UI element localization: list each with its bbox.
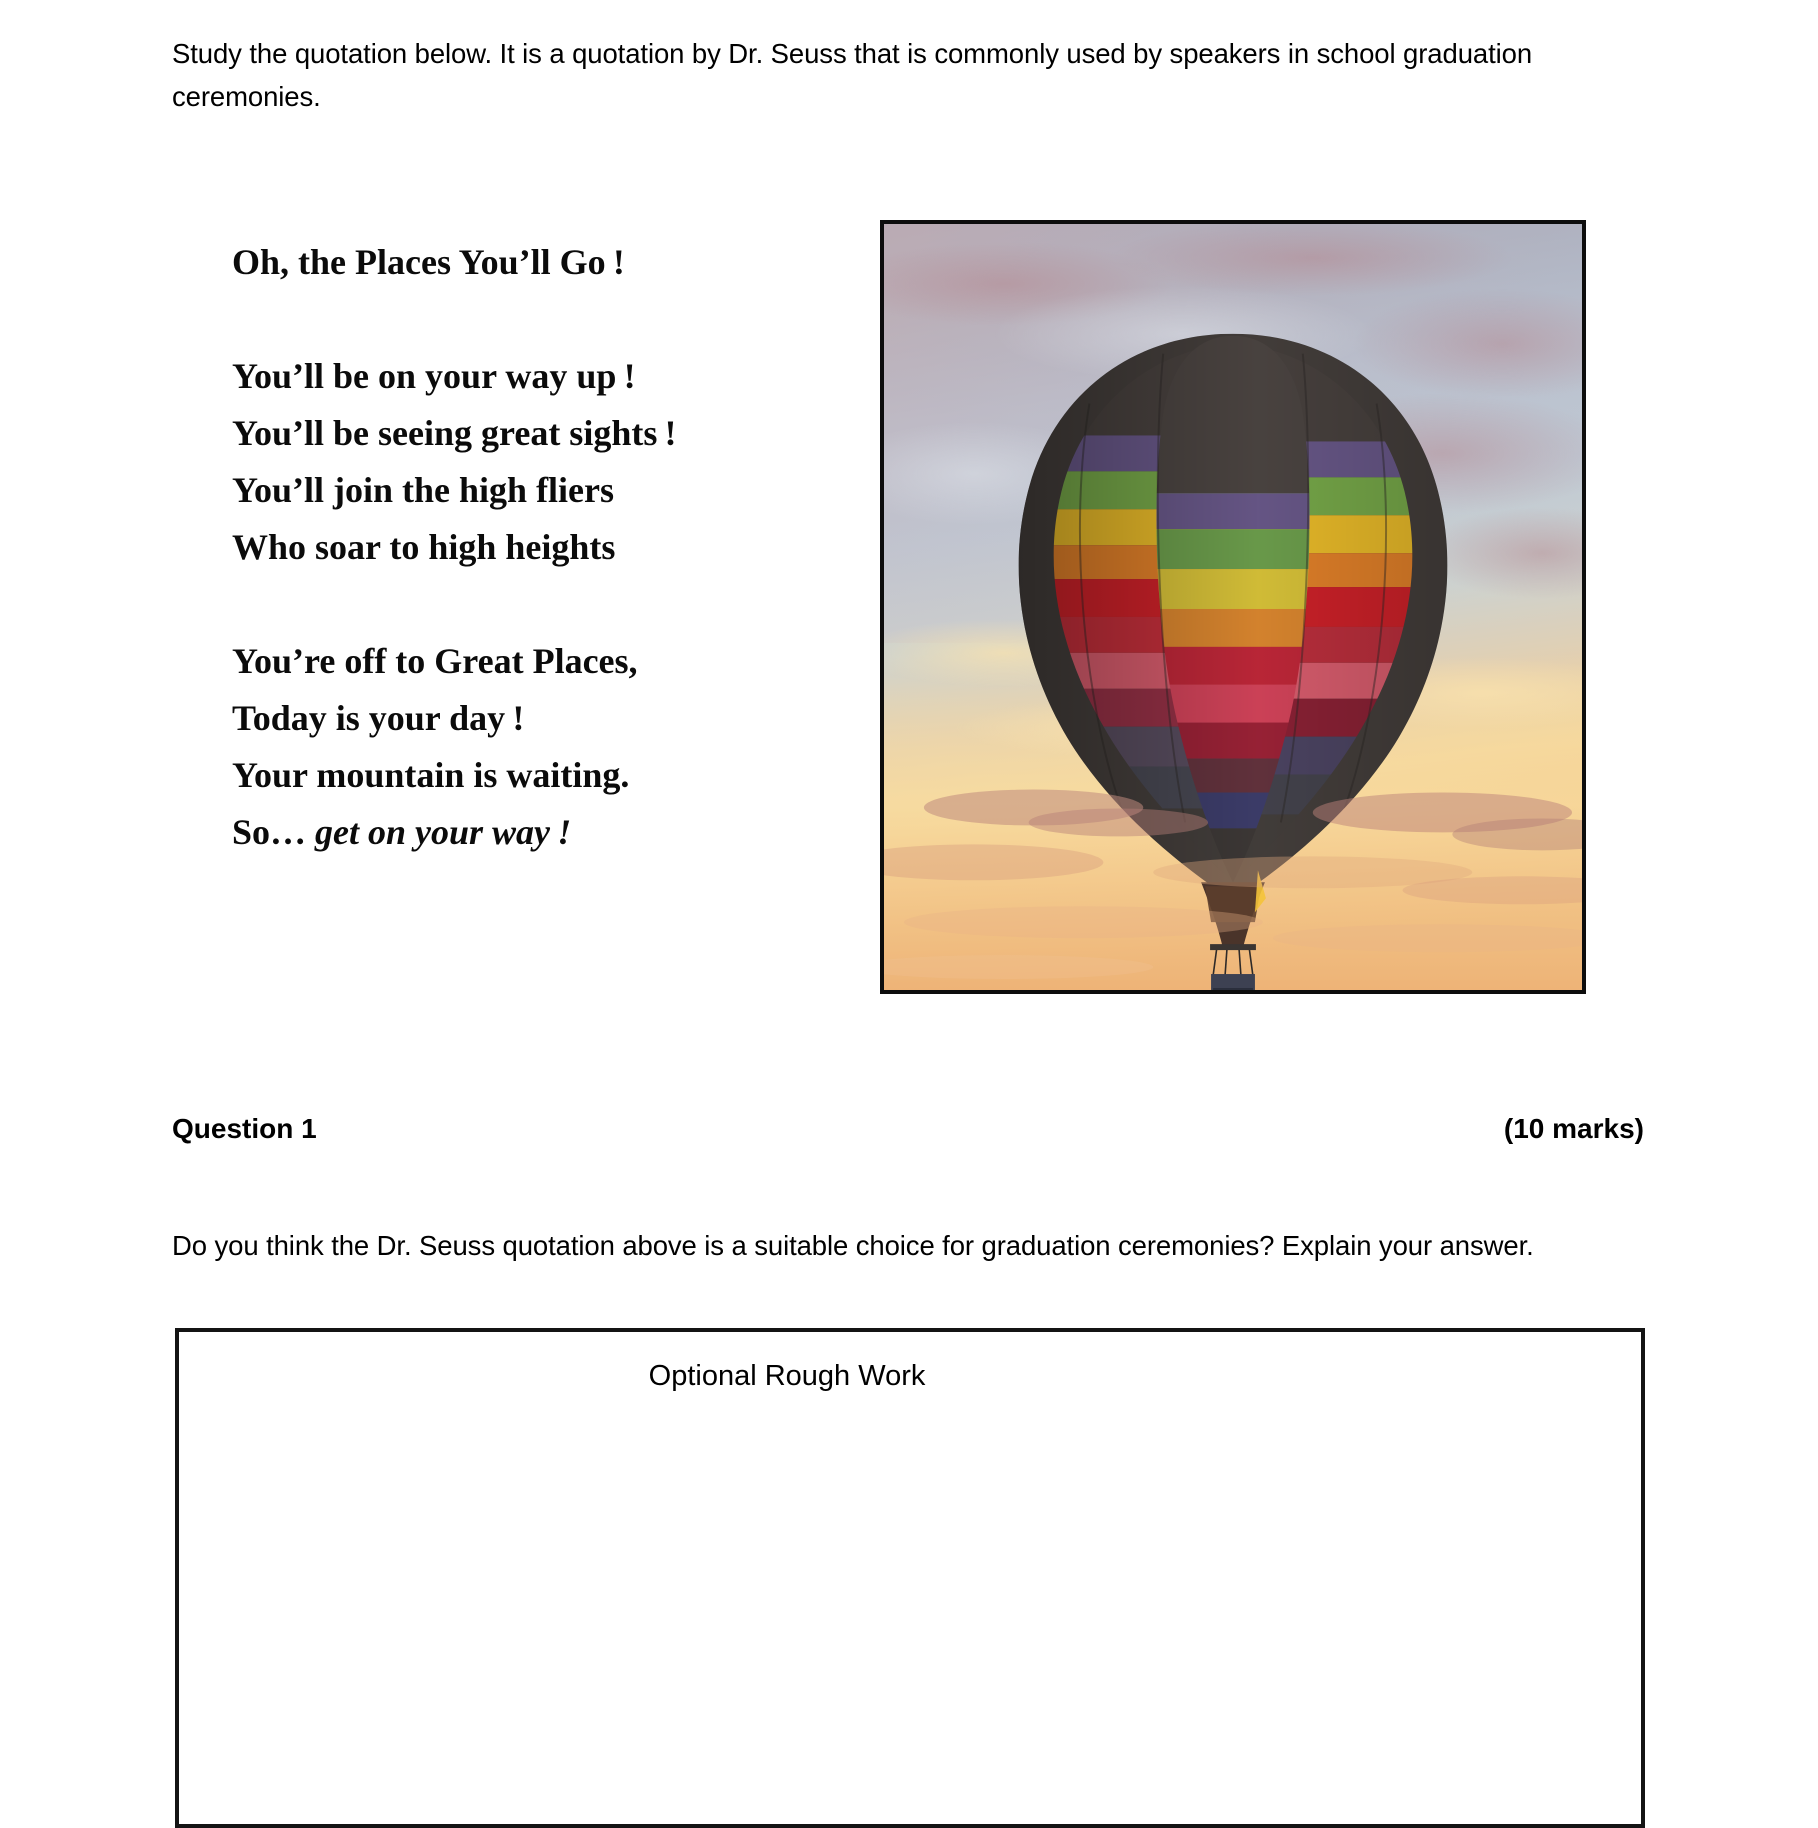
poem-line: You’ll be seeing great sights ! (232, 413, 677, 453)
question-header-row (172, 1113, 1644, 1145)
balloon-photo (880, 220, 1586, 994)
poem-line: You’re off to Great Places, (232, 641, 638, 681)
rough-work-label: Optional Rough Work (648, 1360, 926, 1392)
rough-work-label-wrap (179, 1360, 1641, 1393)
poem-stanza-1 (232, 348, 852, 576)
poem-line: Who soar to high heights (232, 527, 616, 567)
intro-paragraph: Study the quotation below. It is a quotation by Dr. Seuss that is commonly used by speakers in school graduation ceremonies. (172, 37, 1533, 112)
poem-line-final-prefix: So… (232, 812, 316, 852)
poem-line-final-emphasis: get on your way ! (315, 812, 572, 852)
poem-line-final (232, 804, 852, 861)
question-prompt: Do you think the Dr. Seuss quotation above is a suitable choice for graduation ceremonies? Explain your answer. (172, 1229, 1534, 1261)
quotation-block (232, 234, 852, 861)
question-label: Question 1 (172, 1113, 317, 1144)
poem-line: Today is your day ! (232, 698, 525, 738)
poem-stanza-2 (232, 633, 852, 861)
poem-title: Oh, the Places You’ll Go ! (232, 242, 625, 282)
poem-line: You’ll join the high fliers (232, 470, 615, 510)
optional-rough-work-box[interactable] (175, 1328, 1645, 1828)
poem-line: Your mountain is waiting. (232, 755, 630, 795)
poem-line: You’ll be on your way up ! (232, 356, 636, 396)
balloon-illustration (884, 224, 1582, 990)
question-marks: (10 marks) (1503, 1113, 1644, 1144)
